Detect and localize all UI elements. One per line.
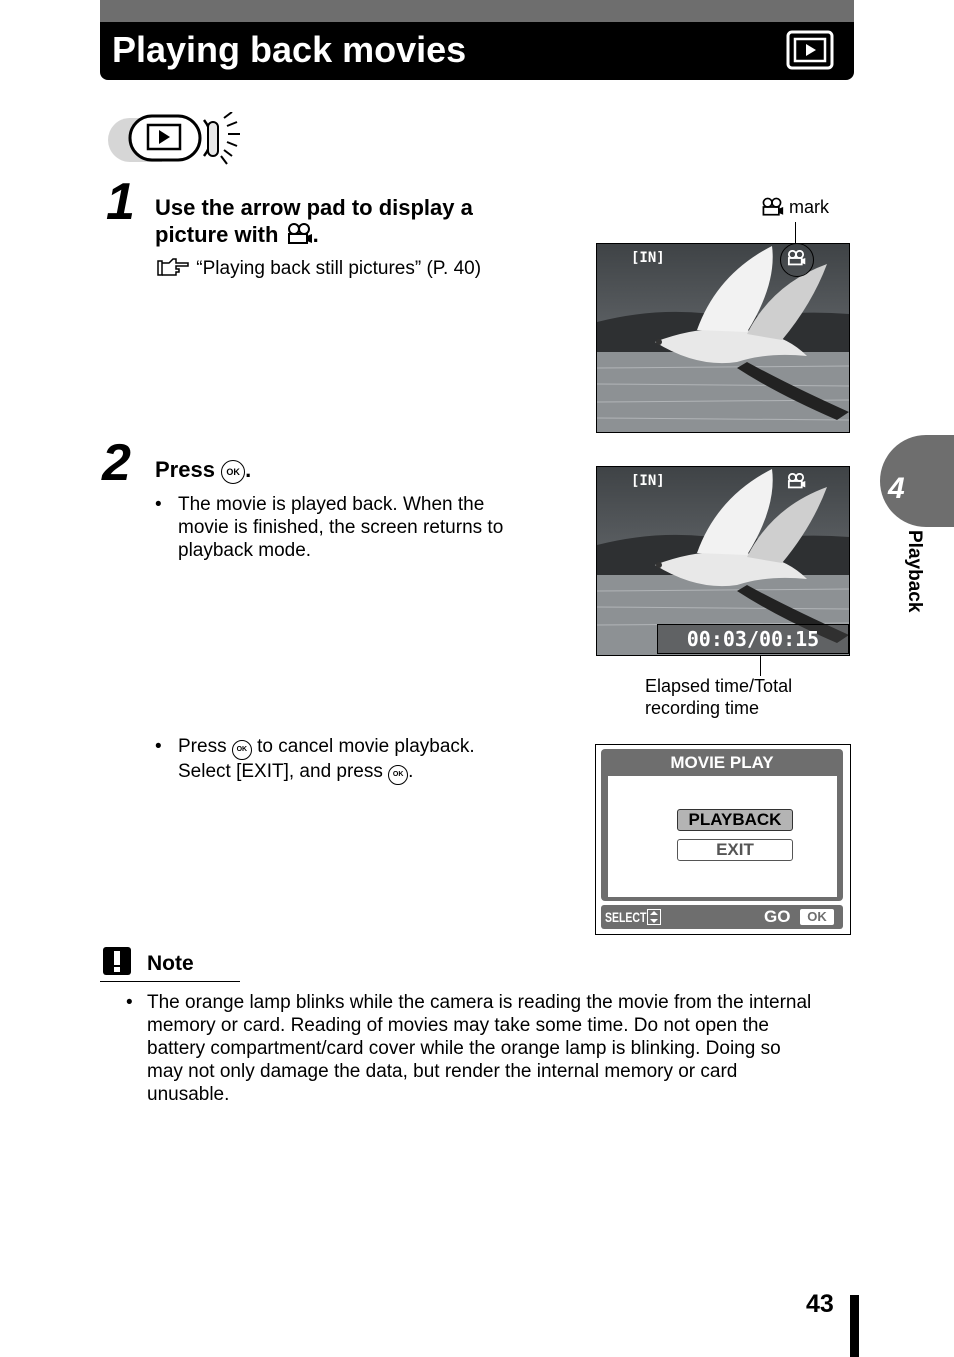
- bullet-line: The movie is played back. When the: [178, 494, 485, 515]
- warning-icon: [103, 947, 131, 975]
- ok-label: OK: [800, 909, 834, 925]
- page-number: 43: [806, 1290, 834, 1318]
- reference-line: [157, 257, 481, 280]
- chapter-label: Playback: [904, 530, 925, 613]
- step-number: 1: [106, 173, 135, 231]
- bullet-item: •: [155, 736, 162, 757]
- step-heading-line2: picture with: [155, 222, 279, 247]
- exit-option[interactable]: EXIT: [677, 839, 793, 861]
- time-display: 00:03/00:15: [657, 624, 849, 654]
- heading-period: .: [312, 222, 319, 247]
- page-header: [100, 0, 854, 80]
- heading-period: .: [245, 457, 252, 482]
- chapter-tab: [880, 435, 954, 527]
- note-line: The orange lamp blinks while the camera is reading the movie from the internal: [147, 992, 812, 1013]
- reference-text: “Playing back still pictures” (P. 40): [196, 258, 482, 279]
- ok-button-icon: OK: [232, 740, 252, 760]
- bullet-period: .: [408, 761, 414, 782]
- bullet-item: •: [126, 992, 133, 1013]
- movie-camera-icon: [786, 250, 806, 266]
- seagull-photo: [597, 244, 849, 432]
- page-title: Playing back movies: [112, 29, 467, 70]
- bullet-line: Press: [178, 736, 227, 757]
- note-text: [147, 991, 811, 1106]
- mode-dial-illustration: [100, 112, 245, 168]
- bullet-line: playback mode.: [178, 540, 312, 561]
- bullet-line: movie is finished, the screen returns to: [178, 517, 504, 538]
- playback-icon: [786, 30, 834, 70]
- step-heading-line1: Use the arrow pad to display a: [155, 195, 473, 220]
- bullet-line: Select [EXIT], and press: [178, 761, 383, 782]
- playback-option[interactable]: PLAYBACK: [677, 809, 793, 831]
- menu-body: [608, 776, 837, 897]
- up-down-arrows-icon: [647, 909, 661, 925]
- mark-callout: [760, 196, 829, 219]
- note-line: unusable.: [147, 1084, 230, 1105]
- step-number: 2: [102, 434, 131, 492]
- time-callout: [645, 675, 792, 719]
- bullet-line: to cancel movie playback.: [257, 736, 475, 757]
- select-label: SELECT: [605, 909, 647, 925]
- memory-indicator: [IN]: [631, 473, 665, 489]
- note-line: memory or card. Reading of movies may take some time. Do not open the: [147, 1015, 769, 1036]
- bullet-item: •: [155, 494, 162, 515]
- movie-menu-screen: [595, 744, 851, 935]
- header-band: [100, 0, 854, 22]
- chapter-label-wrap: [902, 530, 926, 630]
- mark-label: mark: [789, 197, 830, 217]
- step-heading-text: Press: [155, 457, 215, 482]
- go-label: GO: [764, 907, 791, 926]
- lcd-screen-1: [596, 243, 850, 433]
- ok-button-icon: OK: [388, 765, 408, 785]
- reference-hand-icon: [157, 257, 191, 277]
- movie-camera-icon: [285, 223, 313, 245]
- note-underline: [100, 981, 240, 982]
- movie-camera-icon: [760, 197, 784, 217]
- note-heading: Note: [147, 952, 194, 975]
- chapter-number: 4: [888, 472, 905, 505]
- ok-button-icon: OK: [221, 460, 245, 484]
- menu-footer: [601, 905, 843, 929]
- movie-camera-icon: [786, 473, 806, 489]
- page-edge-bar: [850, 1295, 859, 1357]
- bullet-text: [178, 493, 503, 562]
- memory-indicator: [IN]: [631, 250, 665, 266]
- callout-line: [760, 656, 761, 676]
- step-heading: [155, 194, 473, 248]
- callout-text: recording time: [645, 698, 760, 718]
- bullet-text: [178, 735, 475, 785]
- note-line: battery compartment/card cover while the orange lamp is blinking. Doing so: [147, 1038, 781, 1059]
- menu-title: MOVIE PLAY: [670, 753, 774, 772]
- lcd-screen-2: [596, 466, 850, 656]
- step-heading: [155, 456, 251, 484]
- note-line: may not only damage the data, but render the internal memory or card: [147, 1061, 738, 1082]
- callout-text: Elapsed time/Total: [645, 676, 793, 696]
